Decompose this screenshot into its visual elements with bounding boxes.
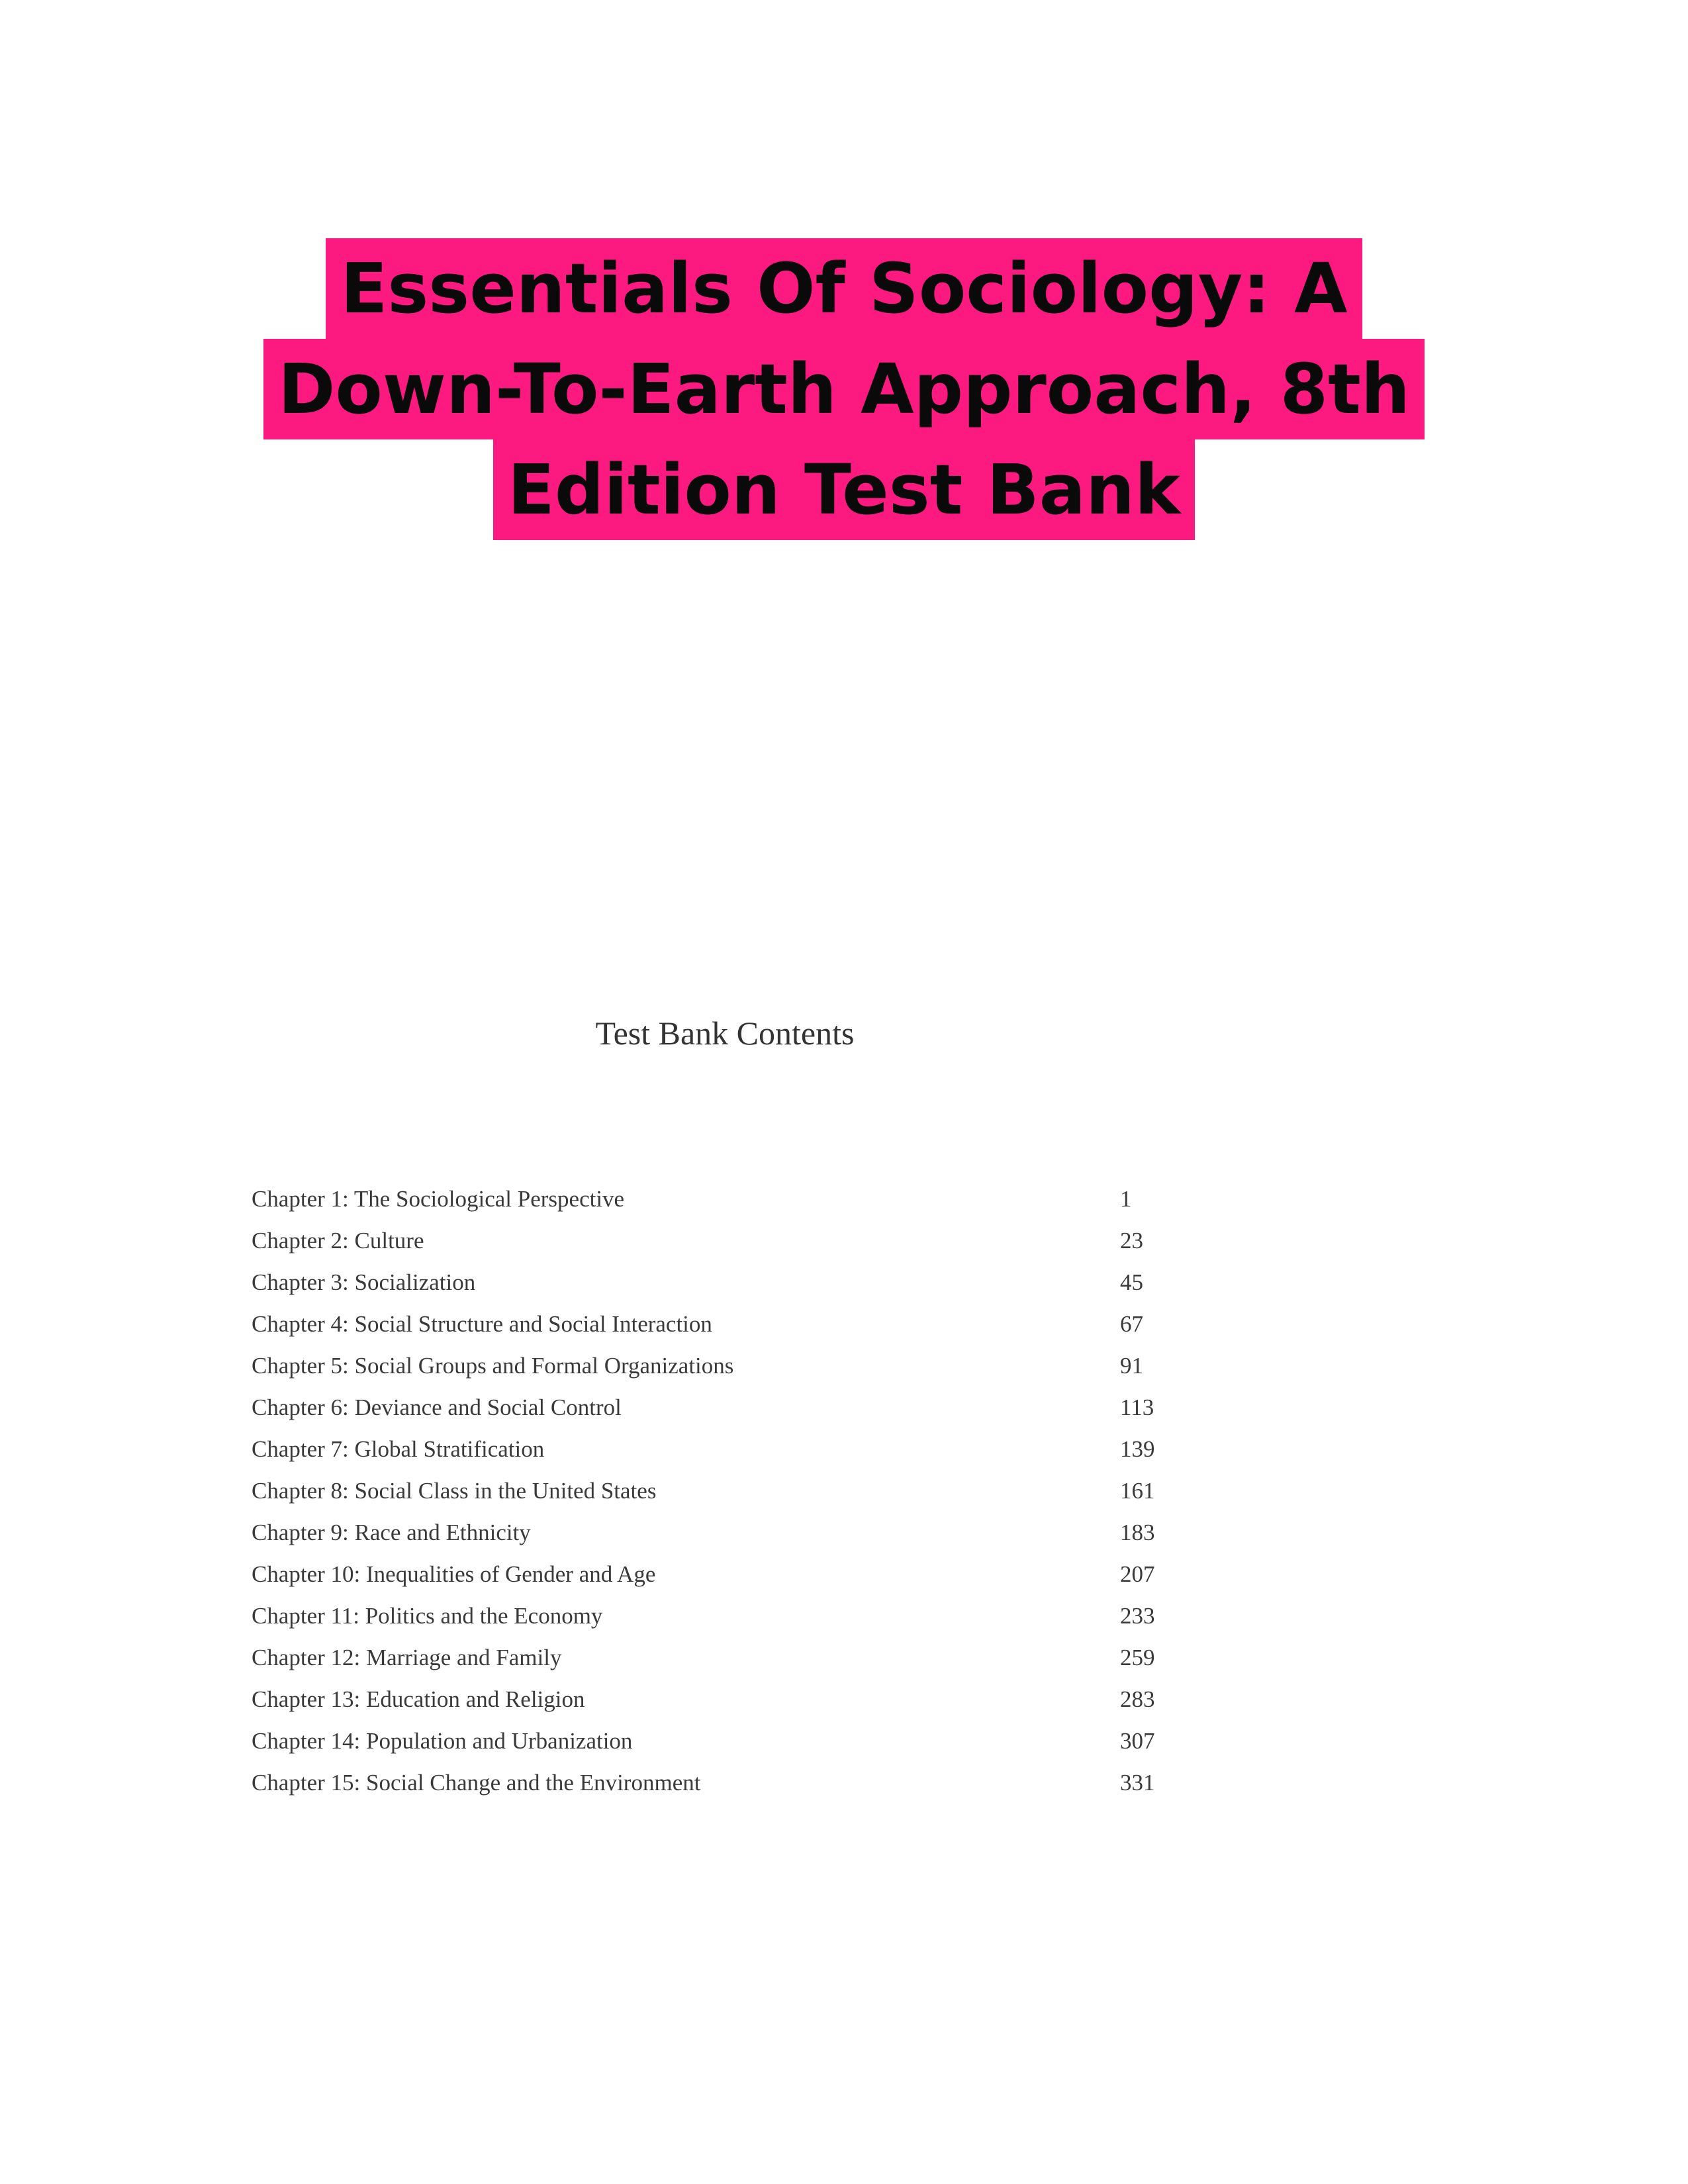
toc-row bbox=[252, 1345, 1165, 1387]
toc-row bbox=[252, 1762, 1165, 1803]
title-line bbox=[0, 339, 1688, 439]
toc-chapter-title: Chapter 15: Social Change and the Environment bbox=[252, 1770, 701, 1796]
toc-row bbox=[252, 1553, 1165, 1595]
toc-page-number: 113 bbox=[1120, 1394, 1154, 1420]
toc-page-number: 207 bbox=[1120, 1561, 1155, 1587]
toc-page-number: 91 bbox=[1120, 1353, 1143, 1379]
toc-page-number: 1 bbox=[1120, 1186, 1132, 1212]
toc-chapter-title: Chapter 11: Politics and the Economy bbox=[252, 1603, 603, 1629]
toc-row bbox=[252, 1428, 1165, 1470]
toc-chapter-title: Chapter 2: Culture bbox=[252, 1228, 424, 1253]
table-of-contents bbox=[252, 1178, 1165, 1803]
toc-chapter-title: Chapter 6: Deviance and Social Control bbox=[252, 1394, 622, 1420]
toc-page-number: 233 bbox=[1120, 1603, 1155, 1629]
title-line bbox=[0, 238, 1688, 339]
title-line-text: Edition Test Bank bbox=[493, 439, 1195, 540]
toc-row bbox=[252, 1720, 1165, 1762]
toc-row bbox=[252, 1512, 1165, 1553]
toc-page-number: 331 bbox=[1120, 1770, 1155, 1796]
toc-page-number: 307 bbox=[1120, 1728, 1155, 1754]
toc-page-number: 67 bbox=[1120, 1311, 1143, 1337]
toc-row bbox=[252, 1595, 1165, 1637]
toc-chapter-title: Chapter 7: Global Stratification bbox=[252, 1436, 545, 1462]
toc-page-number: 139 bbox=[1120, 1436, 1155, 1462]
toc-chapter-title: Chapter 8: Social Class in the United States bbox=[252, 1478, 657, 1504]
title-line bbox=[0, 439, 1688, 540]
toc-row bbox=[252, 1470, 1165, 1512]
toc-row bbox=[252, 1303, 1165, 1345]
toc-row bbox=[252, 1220, 1165, 1261]
title-line-text: Essentials Of Sociology: A bbox=[326, 238, 1362, 339]
toc-page-number: 23 bbox=[1120, 1228, 1143, 1253]
toc-page-number: 183 bbox=[1120, 1520, 1155, 1545]
toc-chapter-title: Chapter 12: Marriage and Family bbox=[252, 1645, 562, 1670]
title-line-text: Down-To-Earth Approach, 8th bbox=[263, 339, 1425, 439]
toc-page-number: 283 bbox=[1120, 1686, 1155, 1712]
toc-page-number: 161 bbox=[1120, 1478, 1155, 1504]
contents-heading: Test Bank Contents bbox=[595, 1015, 855, 1052]
toc-chapter-title: Chapter 9: Race and Ethnicity bbox=[252, 1520, 531, 1545]
toc-chapter-title: Chapter 14: Population and Urbanization bbox=[252, 1728, 633, 1754]
toc-chapter-title: Chapter 5: Social Groups and Formal Organizations bbox=[252, 1353, 734, 1379]
toc-row bbox=[252, 1637, 1165, 1678]
toc-chapter-title: Chapter 3: Socialization bbox=[252, 1269, 476, 1295]
toc-chapter-title: Chapter 13: Education and Religion bbox=[252, 1686, 585, 1712]
document-title bbox=[0, 238, 1688, 540]
toc-row bbox=[252, 1678, 1165, 1720]
toc-row bbox=[252, 1261, 1165, 1303]
toc-page-number: 259 bbox=[1120, 1645, 1155, 1670]
toc-chapter-title: Chapter 4: Social Structure and Social Interaction bbox=[252, 1311, 712, 1337]
toc-chapter-title: Chapter 10: Inequalities of Gender and Age bbox=[252, 1561, 656, 1587]
toc-chapter-title: Chapter 1: The Sociological Perspective bbox=[252, 1186, 625, 1212]
toc-row bbox=[252, 1387, 1165, 1428]
toc-row bbox=[252, 1178, 1165, 1220]
toc-page-number: 45 bbox=[1120, 1269, 1143, 1295]
